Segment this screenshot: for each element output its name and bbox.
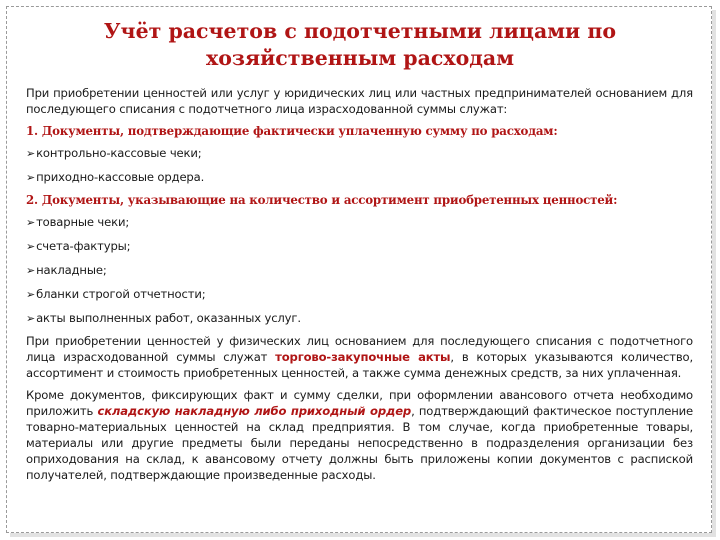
list-item — [26, 238, 693, 255]
list-item — [26, 169, 693, 186]
paragraph-text: , в которых указываются количество, ассортимент и стоимость приобретенных ценностей, а также сумма денежных средств, за них уплаченная. — [26, 350, 693, 380]
arrow-bullet-icon: ➢ — [26, 240, 36, 253]
section-1-heading: 1. Документы, подтверждающие фактически уплаченную сумму по расходам: — [26, 124, 558, 138]
list-item-text: акты выполненных работ, оказанных услуг. — [36, 311, 301, 325]
section-2-heading: 2. Документы, указывающие на количество и ассортимент приобретенных ценностей: — [26, 193, 618, 207]
slide-content — [26, 85, 693, 483]
page-title — [40, 18, 680, 72]
list-item-text: накладные; — [36, 263, 107, 277]
title-line-1: Учёт расчетов с подотчетными лицами по — [103, 19, 617, 43]
intro-paragraph: При приобретении ценностей или услуг у юридических лиц или частных предпринимателей основанием для последующего списания с подотчетного лица израсходованной суммы служат: — [26, 86, 693, 116]
list-item — [26, 214, 693, 231]
arrow-bullet-icon: ➢ — [26, 216, 36, 229]
individuals-paragraph — [26, 333, 693, 381]
paragraph-text: , подтверждающий фактическое поступление товарно-материальных ценностей на склад предприятия. В том случае, когда приобретенные товары, материалы или другие предметы были переданы непосредственно в подразделения организации без оприходования на склад, к авансовому отчету должны быть приложены копии документов с распиской получателей, подтверждающие произведенные расходы. — [26, 404, 693, 482]
paragraph-text: При приобретении ценностей у физических лиц основанием для последующего списания с подотчетного лица израсходованной суммы служат — [26, 334, 693, 364]
list-item-text: приходно-кассовые ордера. — [36, 170, 205, 184]
list-item-text: счета-фактуры; — [36, 239, 131, 253]
highlight-text: торгово-закупочные акты — [275, 350, 451, 364]
arrow-bullet-icon: ➢ — [26, 288, 36, 301]
arrow-bullet-icon: ➢ — [26, 147, 36, 160]
arrow-bullet-icon: ➢ — [26, 171, 36, 184]
list-item — [26, 145, 693, 162]
list-item-text: контрольно-кассовые чеки; — [36, 146, 202, 160]
highlight-text: складскую накладную либо приходный ордер — [97, 404, 412, 418]
paragraph-text: Кроме документов, фиксирующих факт и сумму сделки, при оформлении авансового отчета необходимо приложить — [26, 388, 693, 418]
list-item — [26, 262, 693, 279]
warehouse-paragraph — [26, 387, 693, 483]
arrow-bullet-icon: ➢ — [26, 264, 36, 277]
arrow-bullet-icon: ➢ — [26, 312, 36, 325]
list-item-text: бланки строгой отчетности; — [36, 287, 206, 301]
list-item — [26, 310, 693, 327]
list-item — [26, 286, 693, 303]
list-item-text: товарные чеки; — [36, 215, 130, 229]
title-line-2: хозяйственным расходам — [205, 46, 515, 70]
